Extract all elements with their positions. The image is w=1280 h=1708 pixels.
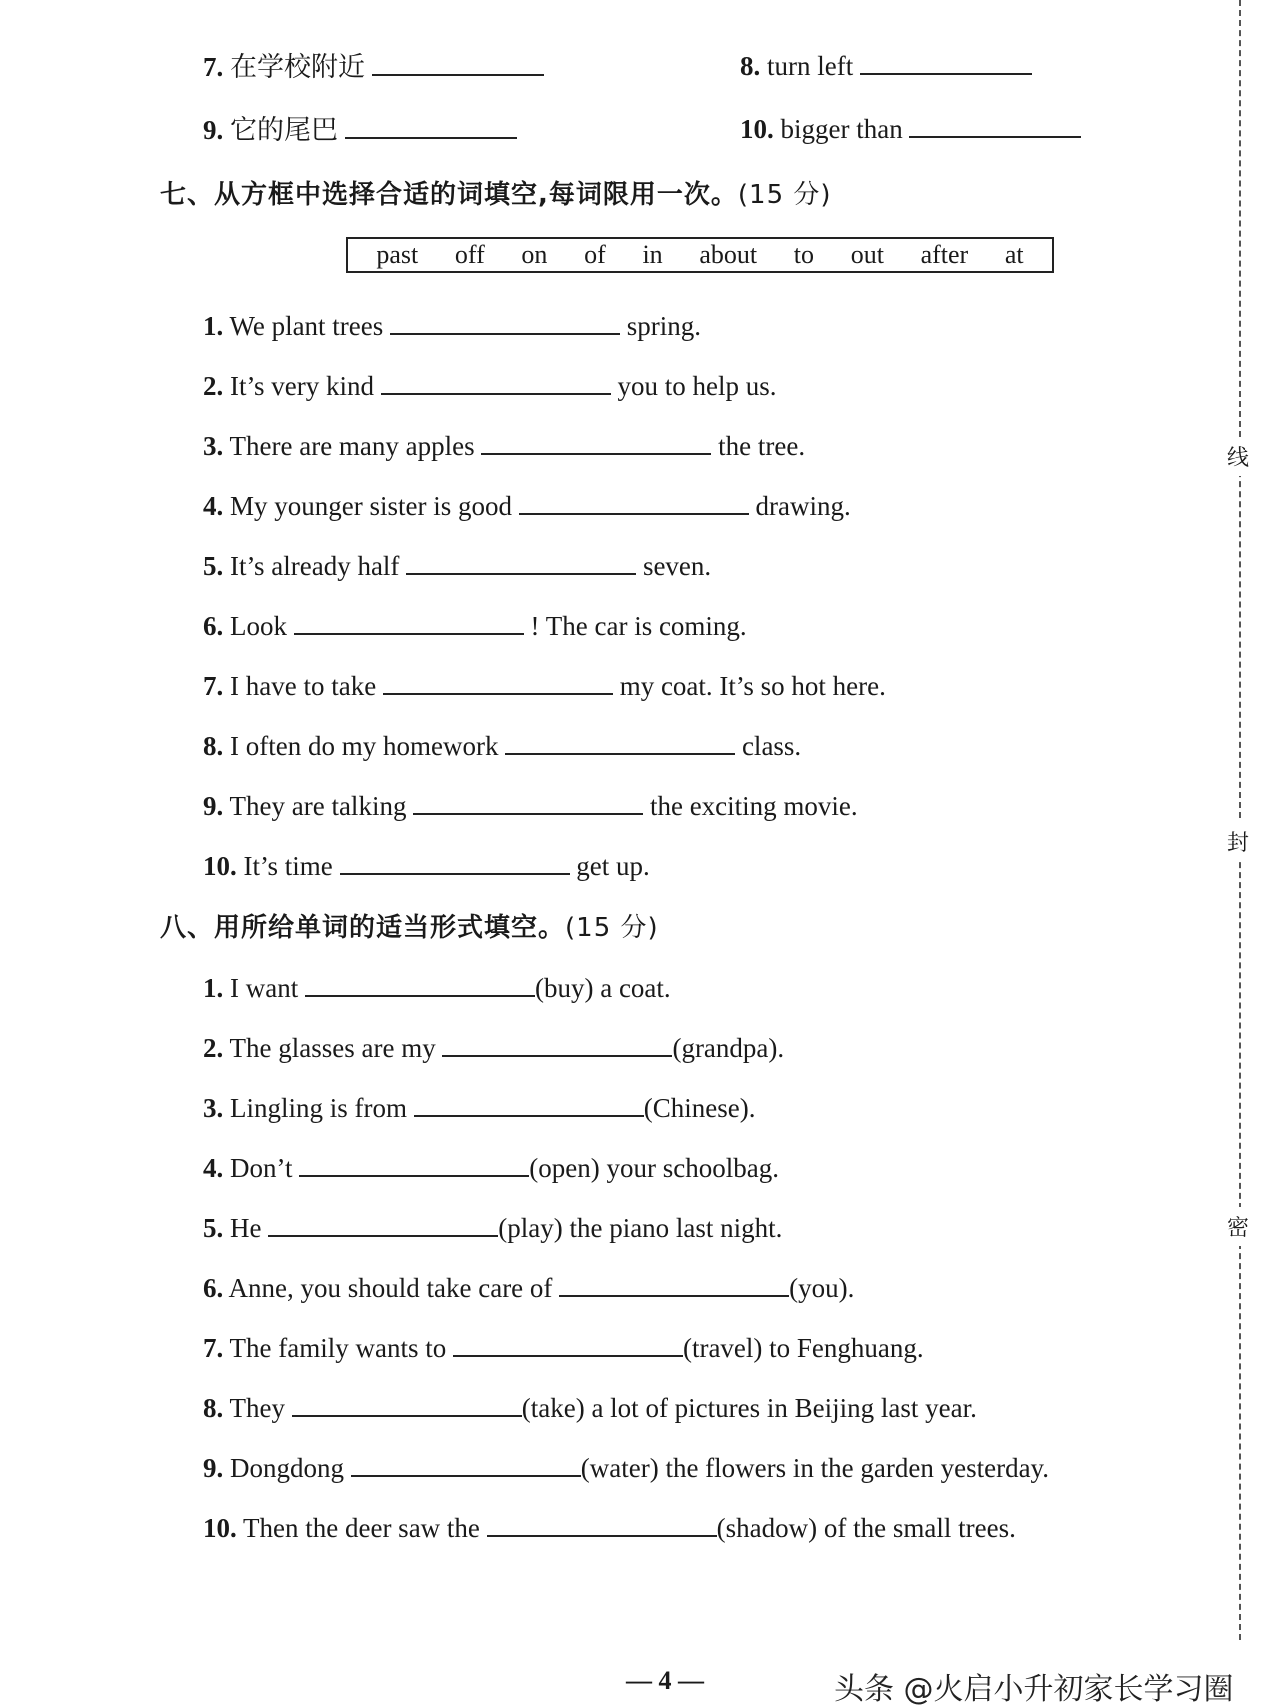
question-text-before: Don’t xyxy=(230,1153,293,1183)
section-8-heading xyxy=(160,907,659,944)
item-number: 1. xyxy=(203,311,224,341)
word-bank-word: at xyxy=(1004,240,1024,269)
question-text-before: There are many apples xyxy=(229,431,475,461)
s7-question-8 xyxy=(203,725,801,762)
item-number: 8. xyxy=(203,1393,224,1423)
item-number: 1. xyxy=(203,973,224,1003)
question-text-before: I have to take xyxy=(230,671,377,701)
question-text-before: The family wants to xyxy=(229,1333,447,1363)
question-text-before: We plant trees xyxy=(229,311,384,341)
item-number: 8. xyxy=(203,731,224,761)
question-text-before: Then the deer saw the xyxy=(243,1513,480,1543)
question-text-after: the tree. xyxy=(718,431,806,461)
s8-question-10 xyxy=(203,1507,1016,1544)
item-number: 7. xyxy=(203,1333,224,1363)
answer-blank[interactable] xyxy=(294,605,524,635)
word-bank-box xyxy=(346,237,1054,273)
item-number: 3. xyxy=(203,431,224,461)
item-number: 6. xyxy=(203,1273,224,1303)
question-text-before: It’s already half xyxy=(230,551,400,581)
question-text-before: It’s time xyxy=(243,851,333,881)
item-number: 4. xyxy=(203,1153,224,1183)
question-text-after: (open) your schoolbag. xyxy=(529,1153,779,1183)
answer-blank[interactable] xyxy=(345,109,517,139)
s7-question-6 xyxy=(203,605,747,642)
question-text-before: Lingling is from xyxy=(230,1093,407,1123)
s7-question-3 xyxy=(203,425,805,462)
s7-question-7 xyxy=(203,665,886,702)
word-bank-word: to xyxy=(793,240,815,269)
question-text-after: spring. xyxy=(626,311,702,341)
item-number: 9. xyxy=(203,115,224,145)
item-text: bigger than xyxy=(780,114,903,144)
s8-question-1 xyxy=(203,967,671,1004)
question-text-after: (Chinese). xyxy=(643,1093,756,1123)
word-bank-word: out xyxy=(850,240,884,269)
s8-question-9 xyxy=(203,1447,1049,1484)
item-text: turn left xyxy=(767,51,854,81)
question-text-after: (grandpa). xyxy=(672,1033,785,1063)
question-text-after: (water) the flowers in the garden yesterday. xyxy=(580,1453,1050,1483)
question-text-after: class. xyxy=(741,731,802,761)
section-8-title: 八、用所给单词的适当形式填空。 xyxy=(160,913,566,943)
answer-blank[interactable] xyxy=(406,545,636,575)
answer-blank[interactable] xyxy=(414,1087,644,1117)
watermark-text: 头条 @火启小升初家长学习圈 xyxy=(834,1672,1234,1707)
answer-blank[interactable] xyxy=(442,1027,672,1057)
question-text-after: (play) the piano last night. xyxy=(498,1213,783,1243)
question-text-before: Anne, you should take care of xyxy=(228,1273,553,1303)
answer-blank[interactable] xyxy=(340,845,570,875)
binding-mark-mi: 密 xyxy=(1227,1207,1249,1246)
answer-blank[interactable] xyxy=(383,665,613,695)
s8-question-5 xyxy=(203,1207,782,1244)
question-text-after: (shadow) of the small trees. xyxy=(716,1513,1016,1543)
question-text-after: the exciting movie. xyxy=(649,791,858,821)
top-item-10 xyxy=(740,108,1081,145)
item-number: 5. xyxy=(203,1213,224,1243)
answer-blank[interactable] xyxy=(519,485,749,515)
question-text-after: ! The car is coming. xyxy=(530,611,747,641)
question-text-before: He xyxy=(230,1213,262,1243)
word-bank-word: off xyxy=(454,240,485,269)
section-7-points: (15 分) xyxy=(737,180,832,210)
item-number: 6. xyxy=(203,611,224,641)
question-text-after: (you). xyxy=(789,1273,855,1303)
section-8-points: (15 分) xyxy=(565,913,659,943)
page-number: — 4 — xyxy=(626,1666,704,1695)
word-bank-word: after xyxy=(920,240,969,269)
item-number: 10. xyxy=(203,851,237,881)
question-text-after: my coat. It’s so hot here. xyxy=(619,671,886,701)
answer-blank[interactable] xyxy=(453,1327,683,1357)
question-text-before: It’s very kind xyxy=(230,371,374,401)
question-text-before: They are talking xyxy=(229,791,407,821)
answer-blank[interactable] xyxy=(305,967,535,997)
answer-blank[interactable] xyxy=(381,365,611,395)
question-text-before: Dongdong xyxy=(230,1453,344,1483)
s8-question-4 xyxy=(203,1147,779,1184)
answer-blank[interactable] xyxy=(487,1507,717,1537)
question-text-after: (travel) to Fenghuang. xyxy=(682,1333,924,1363)
word-bank-word: about xyxy=(699,240,758,269)
binding-mark-xian: 线 xyxy=(1227,437,1249,476)
item-number: 9. xyxy=(203,1453,224,1483)
item-number: 10. xyxy=(203,1513,237,1543)
answer-blank[interactable] xyxy=(390,305,620,335)
question-text-after: (take) a lot of pictures in Beijing last year. xyxy=(521,1393,977,1423)
answer-blank[interactable] xyxy=(505,725,735,755)
item-number: 2. xyxy=(203,371,224,401)
answer-blank[interactable] xyxy=(351,1447,581,1477)
top-item-9 xyxy=(203,108,517,147)
question-text-after: drawing. xyxy=(755,491,851,521)
s7-question-5 xyxy=(203,545,711,582)
word-bank-word: of xyxy=(584,240,606,269)
question-text-after: you to help us. xyxy=(617,371,777,401)
word-bank-word: in xyxy=(642,240,663,269)
top-item-8 xyxy=(740,45,1032,82)
question-text-after: seven. xyxy=(642,551,712,581)
word-bank-word: on xyxy=(521,240,548,269)
question-text-before: I want xyxy=(230,973,299,1003)
item-number: 2. xyxy=(203,1033,224,1063)
item-number: 9. xyxy=(203,791,224,821)
item-number: 7. xyxy=(203,52,224,82)
item-text: 在学校附近 xyxy=(230,52,365,83)
s8-question-2 xyxy=(203,1027,784,1064)
question-text-after: get up. xyxy=(576,851,650,881)
s8-question-3 xyxy=(203,1087,755,1124)
answer-blank[interactable] xyxy=(292,1387,522,1417)
binding-mark-feng: 封 xyxy=(1227,822,1249,861)
section-7-title: 七、从方框中选择合适的词填空,每词限用一次。 xyxy=(160,180,738,210)
question-text-before: The glasses are my xyxy=(229,1033,436,1063)
top-item-7 xyxy=(203,45,544,84)
question-text-after: (buy) a coat. xyxy=(534,973,671,1003)
answer-blank[interactable] xyxy=(860,45,1032,75)
s7-question-10 xyxy=(203,845,650,882)
s8-question-7 xyxy=(203,1327,924,1364)
s7-question-9 xyxy=(203,785,858,822)
s8-question-8 xyxy=(203,1387,977,1424)
item-number: 7. xyxy=(203,671,224,701)
section-7-heading xyxy=(160,174,832,211)
answer-blank[interactable] xyxy=(413,785,643,815)
answer-blank[interactable] xyxy=(481,425,711,455)
item-number: 10. xyxy=(740,114,774,144)
word-bank-word: past xyxy=(376,240,419,269)
answer-blank[interactable] xyxy=(559,1267,789,1297)
question-text-before: I often do my homework xyxy=(230,731,499,761)
item-number: 4. xyxy=(203,491,224,521)
answer-blank[interactable] xyxy=(372,46,544,76)
s7-question-2 xyxy=(203,365,776,402)
item-text: 它的尾巴 xyxy=(230,115,338,146)
question-text-before: Look xyxy=(230,611,287,641)
answer-blank[interactable] xyxy=(299,1147,529,1177)
s7-question-1 xyxy=(203,305,701,342)
item-number: 3. xyxy=(203,1093,224,1123)
item-number: 5. xyxy=(203,551,224,581)
item-number: 8. xyxy=(740,51,761,81)
s8-question-6 xyxy=(203,1267,854,1304)
question-text-before: My younger sister is good xyxy=(230,491,512,521)
answer-blank[interactable] xyxy=(268,1207,498,1237)
s7-question-4 xyxy=(203,485,851,522)
binding-dashed-line xyxy=(1239,0,1241,1640)
question-text-before: They xyxy=(229,1393,285,1423)
answer-blank[interactable] xyxy=(909,108,1081,138)
